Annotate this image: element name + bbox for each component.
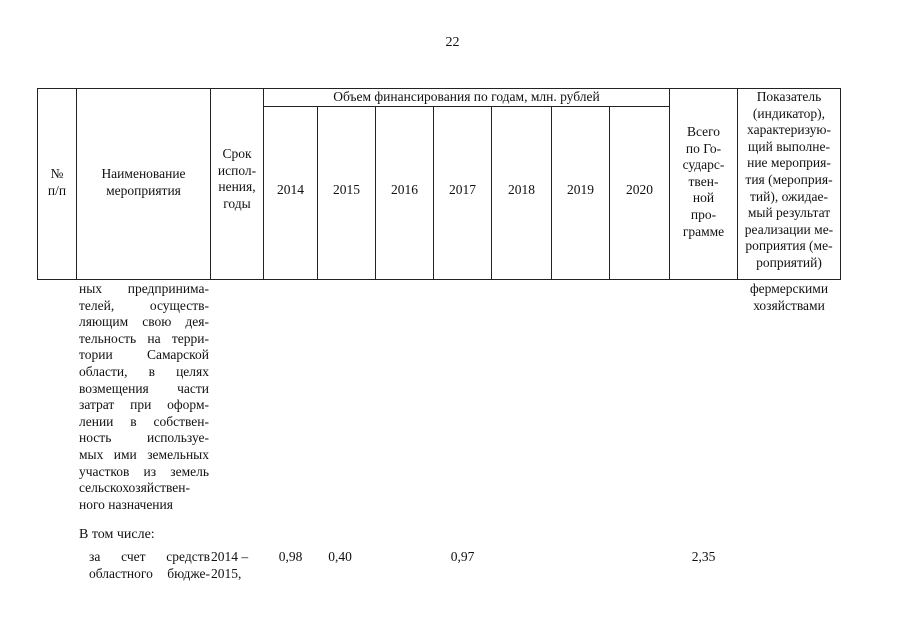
including-label: В том числе:: [79, 527, 155, 542]
header-year-2014: 2014: [277, 182, 304, 197]
header-term: Срок испол- нения, годы: [217, 146, 257, 211]
page-number: 22: [445, 35, 460, 50]
header-year-2019: 2019: [567, 182, 594, 197]
header-year-2018: 2018: [508, 182, 535, 197]
row-source-name: за счет средств областного бюдже-: [89, 549, 210, 581]
row-value-2015: 0,40: [328, 549, 352, 564]
header-number: № п/п: [47, 166, 67, 198]
row-value-2017: 0,97: [450, 549, 475, 564]
row-term: 2014 – 2015,: [211, 549, 249, 581]
header-year-2015: 2015: [333, 182, 360, 197]
header-name: Наименование мероприятия: [101, 166, 186, 198]
header-year-2016: 2016: [391, 182, 418, 197]
indicator-continuation: фермерскими хозяйствами: [749, 281, 829, 313]
header-financing-group: Объем финансирования по годам, млн. рублей: [333, 89, 600, 104]
row-value-total: 2,35: [691, 549, 716, 564]
header-year-2017: 2017: [449, 182, 476, 197]
header-year-2020: 2020: [626, 182, 653, 197]
header-indicator: Показатель (индикатор), характеризую- щий выполне- ние мероприя- тия (мероприя- тий), ожидае- мый результат реализации ме- роприятия (ме- роприятий): [744, 89, 834, 270]
measure-name-continuation: ных предпринима- телей, осуществ- ляющим свою дея- тельность на терри- тории Самарской области, в целях возмещения части затрат при оформ- лении в собствен- ность используе- мых ими земельных участков из земель сельскохозяйствен- ного назначения: [79, 281, 209, 512]
row-value-2014: 0,98: [278, 549, 303, 564]
header-total: Всего по Го- сударс- твен- ной про- грамме: [682, 124, 725, 239]
